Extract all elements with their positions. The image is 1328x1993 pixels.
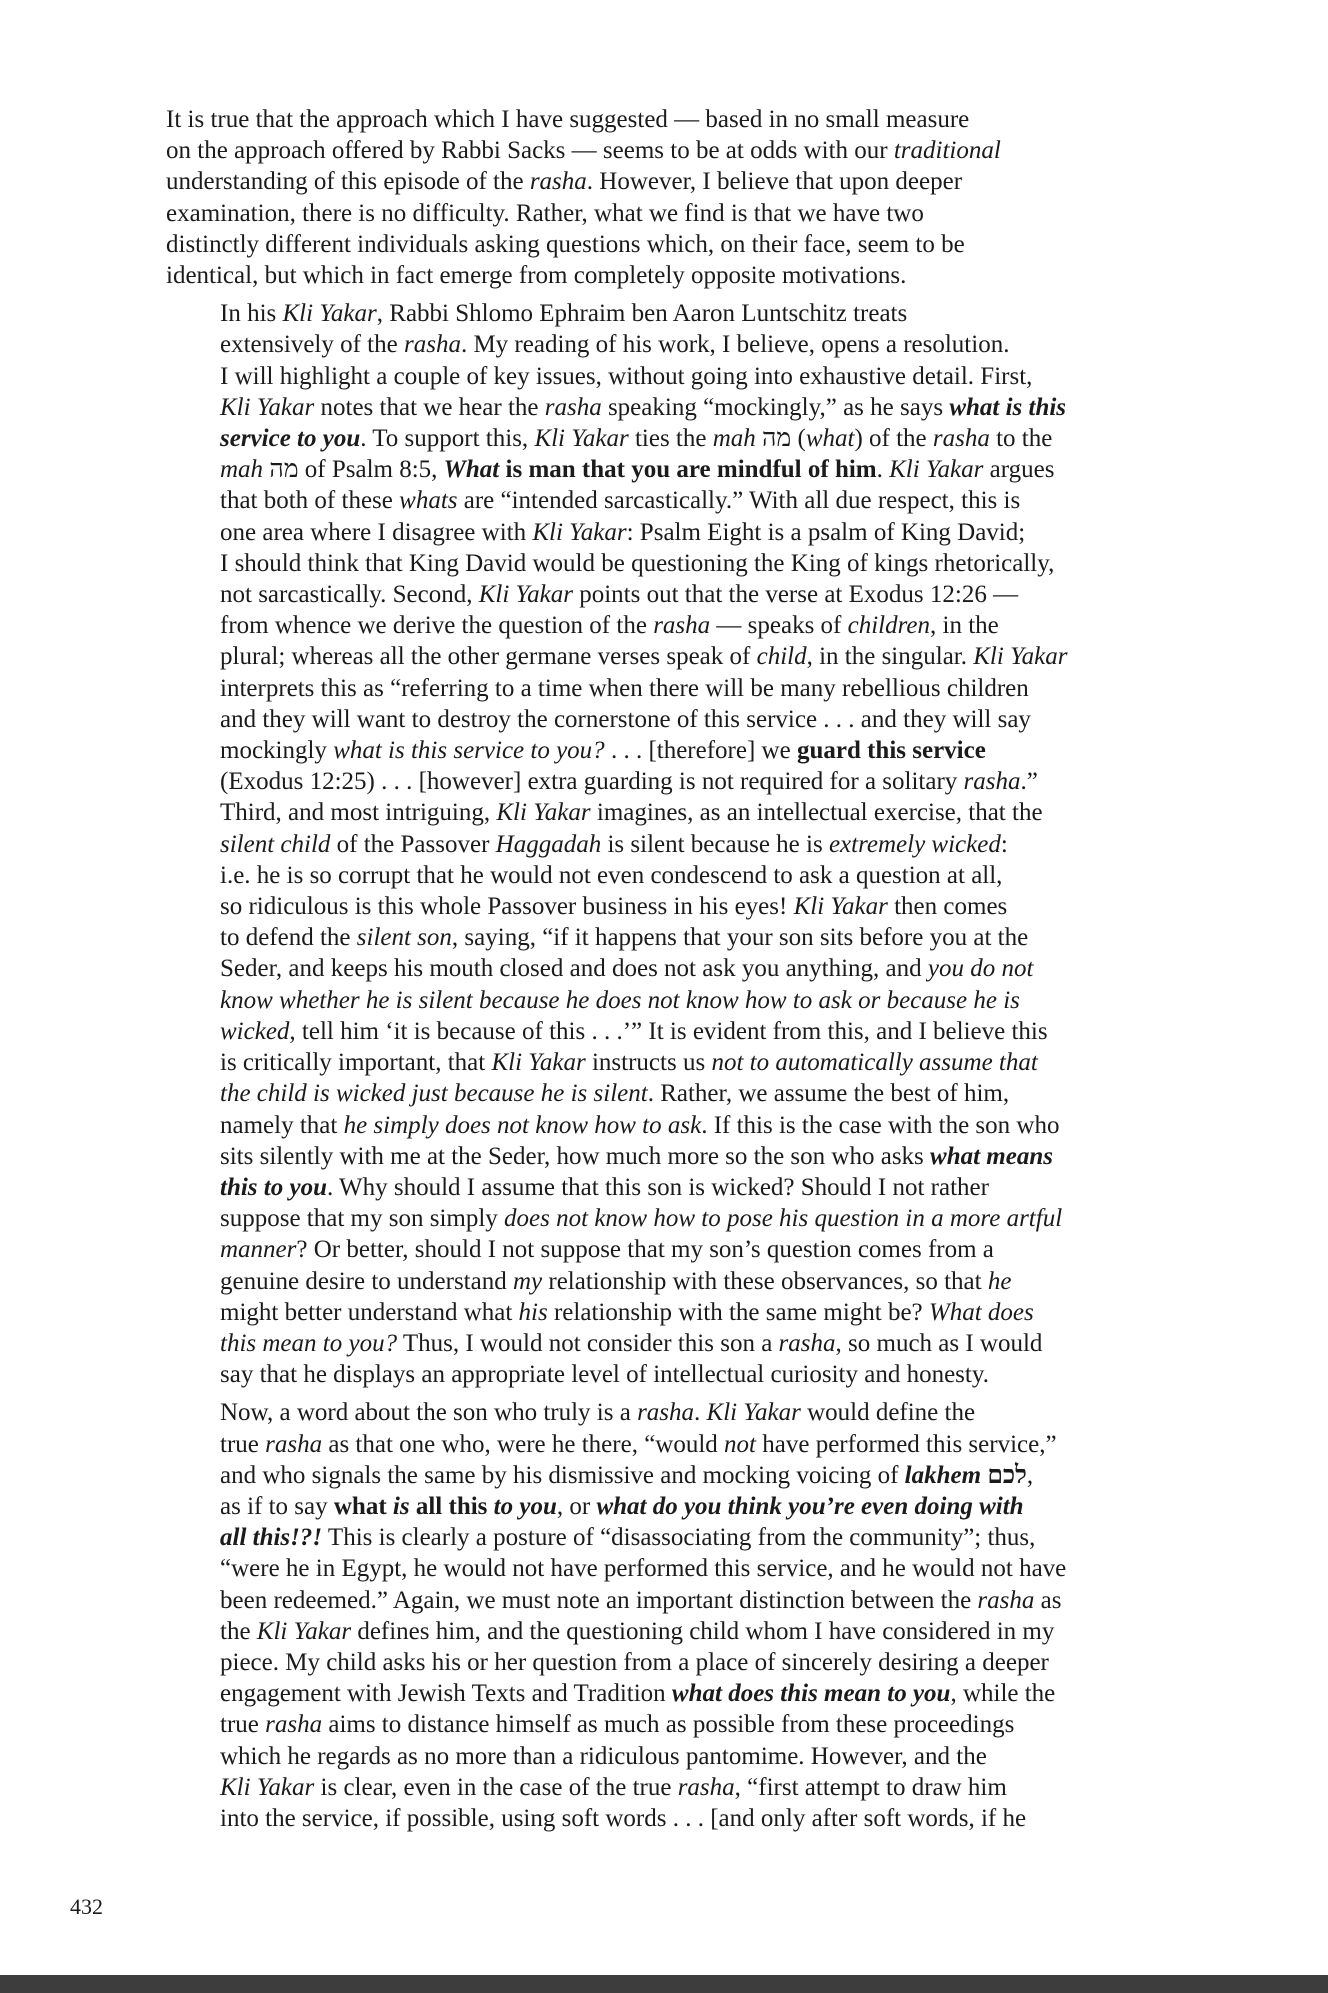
text-run: this mean to you? (220, 1329, 398, 1357)
text-run: mockingly (220, 737, 334, 765)
text-line (166, 485, 1056, 516)
text-run: Kli Yakar (220, 1773, 315, 1801)
text-line (166, 829, 1056, 860)
text-line (166, 260, 1056, 291)
text-run: what is this service to you? (333, 737, 605, 765)
text-line (166, 1616, 1056, 1647)
text-run: piece. My child asks his or her question from a place of sincerely desiring a deeper (220, 1648, 1049, 1676)
text-run: Kli Yakar (706, 1399, 801, 1427)
text-run: Third, and most intriguing, (220, 799, 497, 827)
text-run: engagement with Jewish Texts and Tradition (220, 1680, 672, 1708)
text-run: what is this (949, 393, 1067, 421)
text-run: examination, there is no difficulty. Rather, what we find is that we have two (166, 199, 924, 227)
text-run: rasha (529, 168, 587, 196)
text-line (166, 1491, 1056, 1522)
text-line (166, 610, 1056, 641)
paragraph (166, 1397, 1067, 1834)
text-run: what do you think you’re even doing with (596, 1492, 1024, 1520)
text-run: — speaks of (710, 612, 848, 640)
text-run: “were he in Egypt, he would not have performed this service, and he would not have (220, 1555, 1067, 1583)
text-line (166, 1585, 1062, 1616)
text-run: into the service, if possible, using soft words . . . [and only after soft words, if he (220, 1804, 1027, 1832)
text-run: and they will want to destroy the cornerstone of this service . . . and they will say (220, 705, 1031, 733)
text-run: מה of Psalm 8:5, (263, 456, 444, 484)
text-run: : (1000, 830, 1008, 858)
text-run: Kli Yakar (478, 581, 573, 609)
text-run: genuine desire to understand (220, 1267, 513, 1295)
text-run: Kli Yakar (491, 1049, 586, 1077)
text-run: Thus, I would not consider this son a (397, 1329, 779, 1357)
text-run: Haggadah (495, 830, 602, 858)
text-run: been redeemed.” Again, we must note an important distinction between the (220, 1586, 978, 1614)
text-run: , in the (930, 612, 999, 640)
text-run: he simply does not know how to ask (343, 1111, 702, 1139)
text-run: extremely wicked (828, 830, 1001, 858)
paragraph (166, 104, 1056, 291)
text-run: rasha (544, 393, 602, 421)
text-run: all this (409, 1492, 494, 1520)
text-line (166, 198, 1056, 229)
text-line (166, 766, 1056, 797)
text-run: It is true that the approach which I have suggested — based in no small measure (166, 106, 970, 133)
bottom-edge-bar (0, 1975, 1328, 1993)
text-line (166, 1359, 1056, 1390)
text-run: , while the (950, 1680, 1056, 1708)
text-run: know whether he is silent because he does not know how to ask or because he is (220, 986, 1020, 1014)
text-run: to you (493, 1492, 557, 1520)
text-run: speaking “mockingly,” as he says (601, 393, 950, 421)
text-run: relationship with the same might be? (547, 1298, 929, 1326)
text-line (166, 1772, 1056, 1803)
text-run: מה ( (755, 425, 806, 453)
text-run: mah (712, 425, 756, 453)
text-line (166, 1047, 1056, 1078)
text-run: his (518, 1298, 548, 1326)
text-line (166, 298, 1056, 329)
text-line (166, 673, 1056, 704)
text-line (166, 1172, 1056, 1203)
text-line (166, 1741, 1056, 1772)
text-run: , (1026, 1461, 1034, 1489)
paragraph (166, 298, 1068, 1390)
text-run: then comes (887, 893, 1008, 921)
text-line (166, 1234, 1056, 1265)
text-run: Kli Yakar (532, 518, 627, 546)
text-run: , Rabbi Shlomo Ephraim ben Aaron Luntschitz treats (376, 300, 908, 328)
text-run: so ridiculous is this whole Passover business in his eyes! (220, 893, 794, 921)
text-line (166, 1110, 1060, 1141)
text-line (166, 1016, 1056, 1047)
text-run: rasha (977, 1586, 1035, 1614)
text-run: as that one who, were he there, “would (322, 1430, 725, 1458)
text-run: What (443, 456, 500, 484)
text-line (166, 361, 1056, 392)
text-run: service to you (220, 425, 361, 453)
text-run: rasha (265, 1711, 323, 1739)
text-run: . To support this, (360, 425, 535, 453)
text-run: one area where I disagree with (220, 518, 533, 546)
text-run: rasha (932, 425, 990, 453)
text-run: are “intended sarcastically.” With all due respect, this is (457, 487, 1021, 515)
text-run: namely that (220, 1111, 344, 1139)
text-line (166, 985, 1056, 1016)
text-run: imagines, as an intellectual exercise, that the (590, 799, 1043, 827)
text-run: is silent because he is (601, 830, 829, 858)
text-run: plural; whereas all the other germane verses speak of (220, 643, 757, 671)
text-line (166, 166, 1056, 197)
text-run: the (220, 1617, 257, 1645)
text-line (166, 104, 1056, 135)
text-run: extensively of the (220, 331, 404, 359)
text-run: as if to say (220, 1492, 334, 1520)
text-run: not (724, 1430, 756, 1458)
text-line (166, 922, 1056, 953)
text-run: the child is wicked just because he is silent (220, 1080, 648, 1108)
text-line (166, 423, 1056, 454)
text-run: ? Or better, should I not suppose that my son’s question comes from a (296, 1236, 994, 1264)
text-line (166, 517, 1056, 548)
text-line (166, 1522, 1056, 1553)
text-run: understanding of this episode of the (166, 168, 530, 196)
text-run: Kli Yakar (973, 643, 1068, 671)
body-text (166, 104, 1068, 1834)
text-line (166, 1709, 1056, 1740)
text-run: . Why should I assume that this son is wicked? Should I not rather (326, 1173, 989, 1201)
text-run: , in the singular. (806, 643, 974, 671)
text-run: not sarcastically. Second, (220, 581, 479, 609)
text-run: Kli Yakar (220, 393, 315, 421)
text-run: of the Passover (330, 830, 496, 858)
text-run: true (220, 1430, 266, 1458)
text-run: is (392, 1492, 410, 1520)
text-run: . (876, 456, 890, 484)
text-run: points out that the verse at Exodus 12:26 — (572, 581, 1019, 609)
text-line (166, 1678, 1056, 1709)
text-run: rasha (403, 331, 461, 359)
text-run: to defend the (220, 924, 357, 952)
text-run: which he regards as no more than a ridiculous pantomime. However, and the (220, 1742, 987, 1770)
text-run: he (987, 1267, 1012, 1295)
text-run: aims to distance himself as much as possible from these proceedings (322, 1711, 1015, 1739)
text-line (166, 1203, 1063, 1234)
text-line (166, 135, 1056, 166)
text-run: ) of the (854, 425, 933, 453)
text-run: , saying, “if it happens that your son sits before you at the (451, 924, 1029, 952)
text-run: that both of these (220, 487, 400, 515)
text-run: , so much as I would (835, 1329, 1043, 1357)
text-run: and who signals the same by his dismissive and mocking voicing of (220, 1461, 905, 1489)
text-line (166, 1141, 1056, 1172)
text-run: as (1034, 1586, 1062, 1614)
text-run: This is clearly a posture of “disassociating from the community”; thus, (322, 1524, 1036, 1552)
text-run: children (847, 612, 931, 640)
text-run: relationship with these observances, so that (542, 1267, 988, 1295)
text-run: mah (220, 456, 264, 484)
text-run: I will highlight a couple of key issues, without going into exhaustive detail. First, (220, 362, 1033, 390)
text-line (166, 1266, 1056, 1297)
text-run: traditional (893, 137, 1001, 165)
text-line (166, 641, 1068, 672)
text-run: suppose that my son simply (220, 1205, 505, 1233)
text-line (166, 891, 1056, 922)
text-run: defines him, and the questioning child whom I have considered in my (351, 1617, 1055, 1645)
text-run: What does (928, 1298, 1034, 1326)
text-run: not to automatically assume that (711, 1049, 1038, 1077)
text-run: you do not (927, 955, 1034, 983)
text-run: i.e. he is so corrupt that he would not even condescend to ask a question at all, (220, 861, 1003, 889)
text-run: guard this service (796, 737, 986, 765)
text-run: this to you (220, 1173, 327, 1201)
text-run: . However, I believe that upon deeper (586, 168, 963, 196)
text-line (166, 1078, 1056, 1109)
text-run: In his (220, 300, 283, 328)
text-run: Kli Yakar (256, 1617, 352, 1645)
text-run: have performed this service,” (756, 1430, 1057, 1458)
text-run: rasha (637, 1399, 695, 1427)
text-line (166, 329, 1056, 360)
text-run: what (333, 1492, 393, 1520)
text-run: what (805, 425, 855, 453)
text-run: . . . [therefore] we (604, 737, 797, 765)
text-line (166, 579, 1056, 610)
text-run: silent child (220, 830, 331, 858)
text-line (166, 797, 1056, 828)
text-run: Kli Yakar (889, 456, 984, 484)
text-run: is critically important, that (220, 1049, 492, 1077)
text-line (166, 1328, 1056, 1359)
text-run: notes that we hear the (314, 393, 545, 421)
text-run: would define the (800, 1399, 976, 1427)
text-run: לכם (987, 1461, 1027, 1489)
text-run: Kli Yakar (496, 799, 591, 827)
text-line (166, 392, 1067, 423)
text-run: I should think that King David would be questioning the King of kings rhetorically, (220, 549, 1055, 577)
page-number: 432 (70, 1894, 103, 1919)
text-line (166, 1397, 1056, 1428)
text-run: . Rather, we assume the best of him, (647, 1080, 1010, 1108)
text-run: ties the (628, 425, 713, 453)
text-run: sits silently with me at the Seder, how much more so the son who asks (220, 1142, 931, 1170)
text-run: identical, but which in fact emerge from completely opposite motivations. (166, 262, 907, 290)
text-line (166, 229, 1056, 260)
text-run: is man that you are mindful of him (499, 456, 877, 484)
text-run: wicked (220, 1017, 290, 1045)
text-run: rasha (265, 1430, 323, 1458)
text-run: rasha (963, 768, 1021, 796)
text-run: might better understand what (220, 1298, 519, 1326)
text-line (166, 860, 1056, 891)
text-run: from whence we derive the question of the (220, 612, 654, 640)
text-run: . My reading of his work, I believe, opens a resolution. (460, 331, 1010, 359)
text-run: Kli Yakar (282, 300, 377, 328)
text-run: manner (220, 1236, 297, 1264)
text-run: . If this is the case with the son who (701, 1111, 1060, 1139)
text-line (166, 1647, 1056, 1678)
text-run: all this!?! (220, 1524, 323, 1552)
text-line (166, 1460, 1056, 1491)
text-run: silent son (356, 924, 452, 952)
text-line (166, 1297, 1056, 1328)
text-run: rasha (653, 612, 711, 640)
text-run: Now, a word about the son who truly is a (220, 1399, 638, 1427)
text-run: rasha (677, 1773, 735, 1801)
text-run: .” (1020, 768, 1038, 796)
text-line (166, 1429, 1056, 1460)
text-run: . (694, 1399, 707, 1427)
text-line (166, 953, 1056, 984)
text-run: whats (399, 487, 458, 515)
text-run: argues (983, 456, 1055, 484)
text-run: lakhem (904, 1461, 982, 1489)
text-run: what means (930, 1142, 1053, 1170)
text-run: does not know how to pose his question in a more artful (504, 1205, 1063, 1233)
text-run: is clear, even in the case of the true (314, 1773, 678, 1801)
text-run: to the (989, 425, 1053, 453)
text-run: , or (556, 1492, 597, 1520)
text-run: , “first attempt to draw him (734, 1773, 1007, 1801)
text-run: Kli Yakar (534, 425, 629, 453)
text-line (166, 1803, 1056, 1834)
text-run: on the approach offered by Rabbi Sacks — seems to be at odds with our (166, 137, 894, 165)
text-run: rasha (778, 1329, 836, 1357)
text-line (166, 1553, 1067, 1584)
text-line (166, 454, 1056, 485)
text-run: distinctly different individuals asking questions which, on their face, seem to be (166, 230, 965, 258)
text-run: what does this mean to you (671, 1680, 951, 1708)
text-line (166, 548, 1056, 579)
text-run: Seder, and keeps his mouth closed and does not ask you anything, and (220, 955, 928, 983)
text-run: instructs us (585, 1049, 712, 1077)
text-line (166, 735, 1056, 766)
text-run: (Exodus 12:25) . . . [however] extra guarding is not required for a solitary (220, 768, 964, 796)
text-run: : Psalm Eight is a psalm of King David; (626, 518, 1026, 546)
text-line (166, 704, 1056, 735)
text-run: say that he displays an appropriate level of intellectual curiosity and honesty. (220, 1361, 989, 1389)
text-run: my (512, 1267, 543, 1295)
text-run: Kli Yakar (793, 893, 888, 921)
text-run: true (220, 1711, 266, 1739)
text-run: child (756, 643, 807, 671)
text-run: interprets this as “referring to a time when there will be many rebellious children (220, 674, 1029, 702)
text-run: , tell him ‘it is because of this . . .’” It is evident from this, and I believe this (289, 1017, 1048, 1045)
